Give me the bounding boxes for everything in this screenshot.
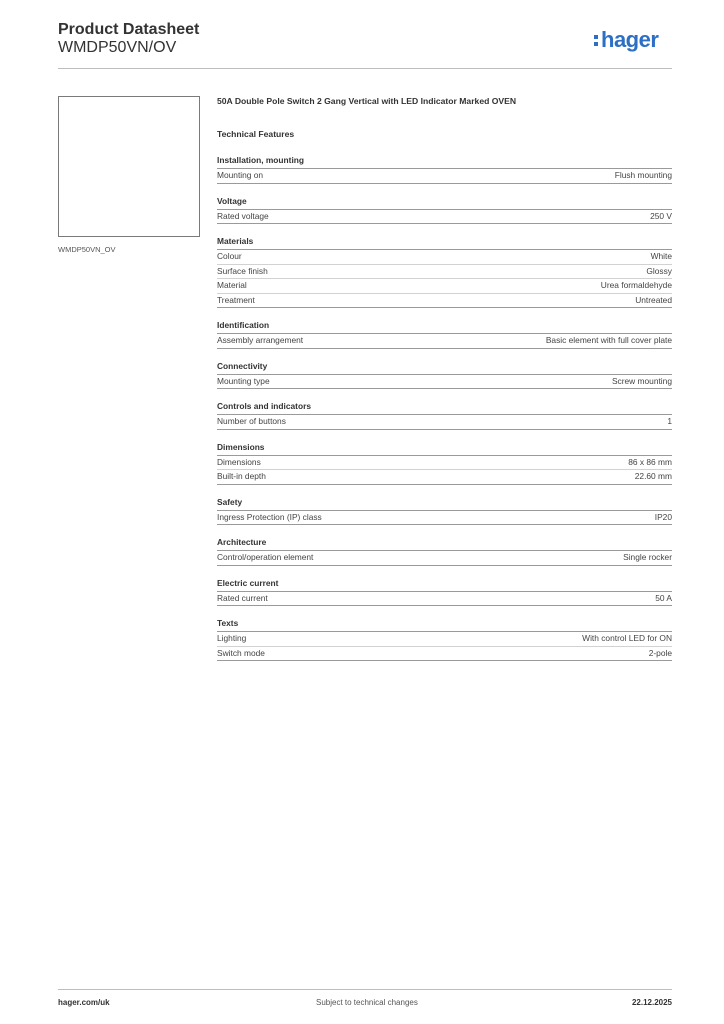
spec-row — [217, 294, 672, 309]
spec-row — [217, 592, 672, 607]
technical-features-title: Technical Features — [217, 129, 295, 139]
spec-group — [217, 320, 672, 349]
spec-row — [217, 632, 672, 647]
footer-date: 22.12.2025 — [631, 998, 672, 1007]
spec-value: Screw mounting — [611, 375, 672, 386]
spec-label: Colour — [217, 251, 242, 261]
spec-group — [217, 618, 672, 661]
spec-value: Basic element with full cover plate — [545, 335, 672, 345]
spec-group — [217, 401, 672, 430]
spec-group — [217, 155, 672, 184]
footer-divider — [58, 989, 672, 990]
spec-label: Control/operation element — [217, 552, 314, 562]
spec-value: Single rocker — [623, 552, 672, 562]
spec-value: Untreated — [635, 294, 672, 305]
spec-label: Mounting on — [217, 170, 264, 180]
product-code: WMDP50VN/OV — [58, 39, 177, 56]
product-description: 50A Double Pole Switch 2 Gang Vertical with LED Indicator Marked OVEN — [217, 96, 517, 106]
spec-row — [217, 250, 672, 265]
spec-row — [217, 470, 672, 485]
spec-value: 86 x 86 mm — [628, 456, 672, 467]
spec-label: Treatment — [217, 294, 255, 305]
spec-row — [217, 169, 672, 184]
spec-row — [217, 334, 672, 349]
spec-label: Rated voltage — [217, 210, 269, 221]
spec-group-title: Voltage — [217, 196, 672, 210]
spec-value: 50 A — [655, 592, 672, 603]
spec-value: Glossy — [646, 265, 672, 276]
spec-value: 1 — [667, 416, 672, 426]
spec-group-title: Materials — [217, 236, 672, 250]
spec-group-title: Texts — [217, 618, 672, 632]
spec-group — [217, 578, 672, 607]
spec-group — [217, 497, 672, 526]
spec-group-title: Connectivity — [217, 361, 672, 375]
spec-row — [217, 511, 672, 526]
spec-value: Flush mounting — [614, 170, 672, 180]
spec-row — [217, 375, 672, 390]
spec-label: Switch mode — [217, 647, 265, 658]
spec-label: Lighting — [217, 633, 247, 643]
spec-label: Assembly arrangement — [217, 335, 304, 345]
spec-row — [217, 279, 672, 294]
spec-group-title: Architecture — [217, 537, 672, 551]
logo-text: hager — [601, 27, 659, 52]
spec-group — [217, 196, 672, 225]
spec-value: 2-pole — [648, 647, 672, 658]
spec-label: Ingress Protection (IP) class — [217, 511, 322, 522]
footer-notice: Subject to technical changes — [316, 998, 418, 1007]
spec-content — [217, 96, 672, 661]
page-title: Product Datasheet — [58, 21, 200, 38]
hager-logo[interactable] — [594, 29, 658, 51]
spec-label: Built-in depth — [217, 471, 266, 481]
spec-group-title: Identification — [217, 320, 672, 334]
spec-row — [217, 265, 672, 280]
spec-label: Surface finish — [217, 265, 268, 276]
spec-label: Rated current — [217, 592, 268, 603]
spec-row — [217, 415, 672, 430]
spec-group-title: Electric current — [217, 578, 672, 592]
spec-label: Material — [217, 280, 247, 290]
spec-group — [217, 537, 672, 566]
spec-row — [217, 551, 672, 566]
spec-row — [217, 456, 672, 471]
spec-group-title: Installation, mounting — [217, 155, 672, 169]
spec-value: Urea formaldehyde — [600, 280, 672, 290]
spec-row — [217, 210, 672, 225]
spec-value: IP20 — [654, 511, 672, 522]
header-divider — [58, 68, 672, 69]
spec-value: With control LED for ON — [582, 633, 672, 643]
spec-group — [217, 361, 672, 390]
spec-value: 250 V — [650, 210, 672, 221]
spec-groups — [217, 155, 672, 661]
spec-group-title: Controls and indicators — [217, 401, 672, 415]
spec-label: Number of buttons — [217, 416, 286, 426]
logo-dots-icon — [594, 29, 599, 51]
product-image-caption: WMDP50VN_OV — [58, 245, 116, 254]
spec-label: Dimensions — [217, 456, 261, 467]
spec-group-title: Safety — [217, 497, 672, 511]
spec-label: Mounting type — [217, 375, 270, 386]
spec-group-title: Dimensions — [217, 442, 672, 456]
product-image-frame — [58, 96, 200, 237]
spec-group — [217, 236, 672, 308]
spec-value: 22.60 mm — [634, 471, 672, 481]
spec-value: White — [650, 251, 672, 261]
spec-group — [217, 442, 672, 485]
spec-row — [217, 647, 672, 662]
footer-website-link[interactable]: hager.com/uk — [58, 998, 110, 1007]
